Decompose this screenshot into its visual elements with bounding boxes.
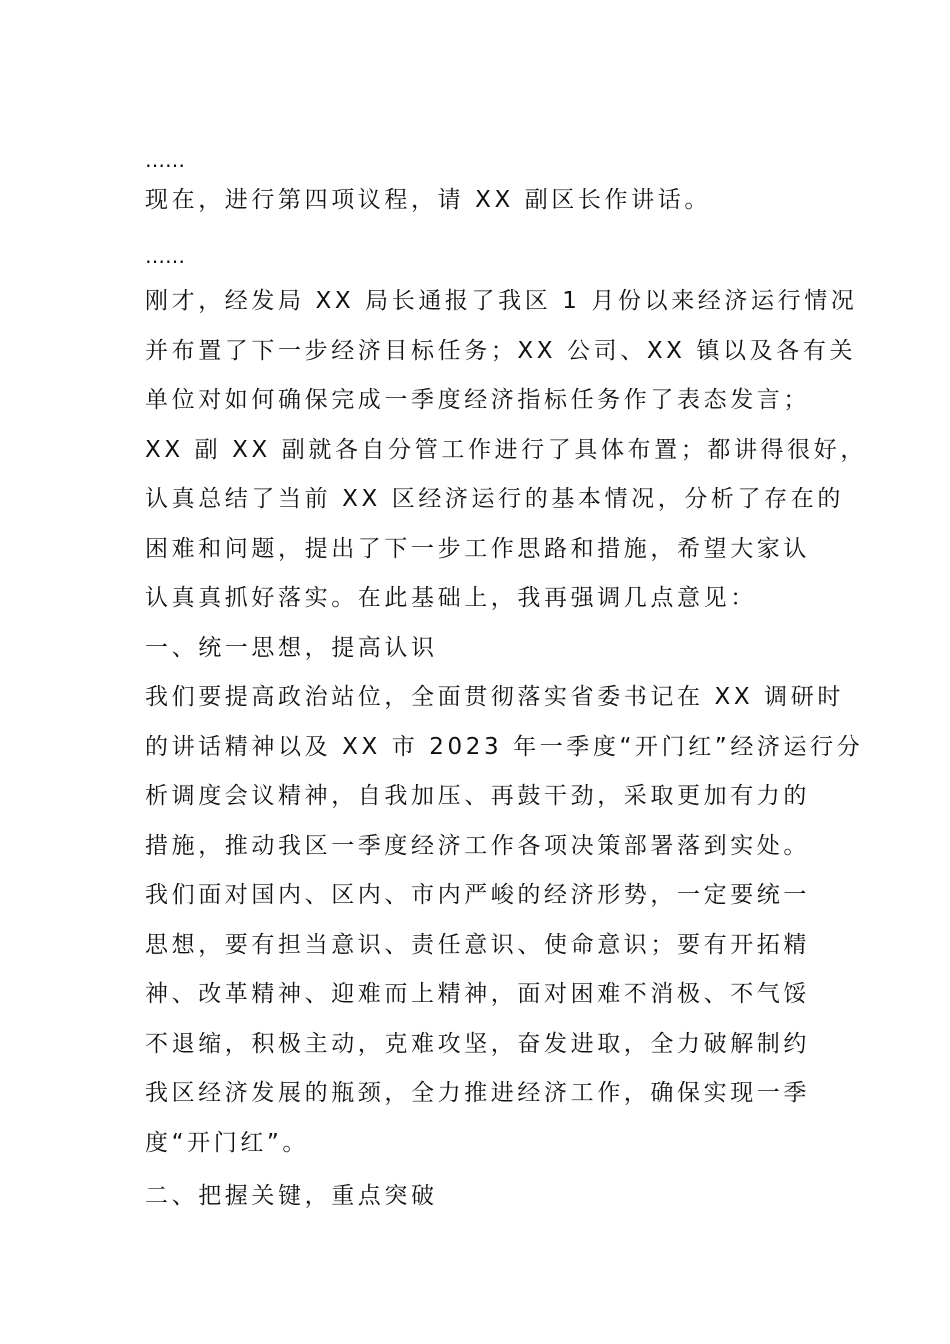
paragraph-line: 度“开门红”。 — [145, 1129, 310, 1156]
paragraph-line: 我区经济发展的瓶颈，全力推进经济工作，确保实现一季 — [145, 1080, 810, 1106]
ellipsis-line-2 — [145, 232, 815, 282]
section-heading-2-block — [145, 1172, 815, 1222]
paragraph-line: 认真总结了当前 XX 区经济运行的基本情况，分析了存在的 — [145, 486, 844, 512]
agenda-line — [145, 176, 815, 226]
agenda-text: 现在，进行第四项议程，请 XX 副区长作讲话。 — [145, 187, 711, 213]
paragraph-line: XX 副 XX 副就各自分管工作进行了具体布置；都讲得很好， — [145, 436, 867, 463]
summary-paragraph — [145, 277, 867, 1168]
paragraph-line: 思想，要有担当意识、责任意识、使命意识；要有开拓精 — [145, 931, 810, 958]
paragraph-line: 困难和问题，提出了下一步工作思路和措施，希望大家认 — [145, 535, 810, 562]
paragraph-line: 神、改革精神、迎难而上精神，面对困难不消极、不气馁 — [145, 981, 810, 1007]
paragraph-line: 措施，推动我区一季度经济工作各项决策部署落到实处。 — [145, 832, 810, 859]
paragraph-line: 我们面对国内、区内、市内严峻的经济形势，一定要统一 — [145, 882, 810, 908]
paragraph-line: 单位对如何确保完成一季度经济指标任务作了表态发言； — [145, 387, 810, 413]
paragraph-line: 我们要提高政治站位，全面贯彻落实省委书记在 XX 调研时 — [145, 684, 844, 710]
paragraph-line: 刚才，经发局 XX 局长通报了我区 1 月份以来经济运行情况 — [145, 288, 858, 314]
paragraph-line: 并布置了下一步经济目标任务；XX 公司、XX 镇以及各有关 — [145, 337, 857, 364]
paragraph-line: 析调度会议精神，自我加压、再鼓干劲，采取更加有力的 — [145, 783, 810, 809]
section-heading-1: 一、统一思想，提高认识 — [145, 634, 438, 661]
section-heading-2: 二、把握关键，重点突破 — [145, 1183, 438, 1209]
paragraph-line: 的讲话精神以及 XX 市 2023 年一季度“开门红”经济运行分 — [145, 733, 864, 760]
ellipsis-text: …… — [145, 244, 185, 268]
paragraph-line: 认真真抓好落实。在此基础上，我再强调几点意见： — [145, 585, 757, 611]
paragraph-line: 不退缩，积极主动，克难攻坚，奋发进取，全力破解制约 — [145, 1030, 810, 1057]
ellipsis-text: …… — [145, 148, 185, 172]
